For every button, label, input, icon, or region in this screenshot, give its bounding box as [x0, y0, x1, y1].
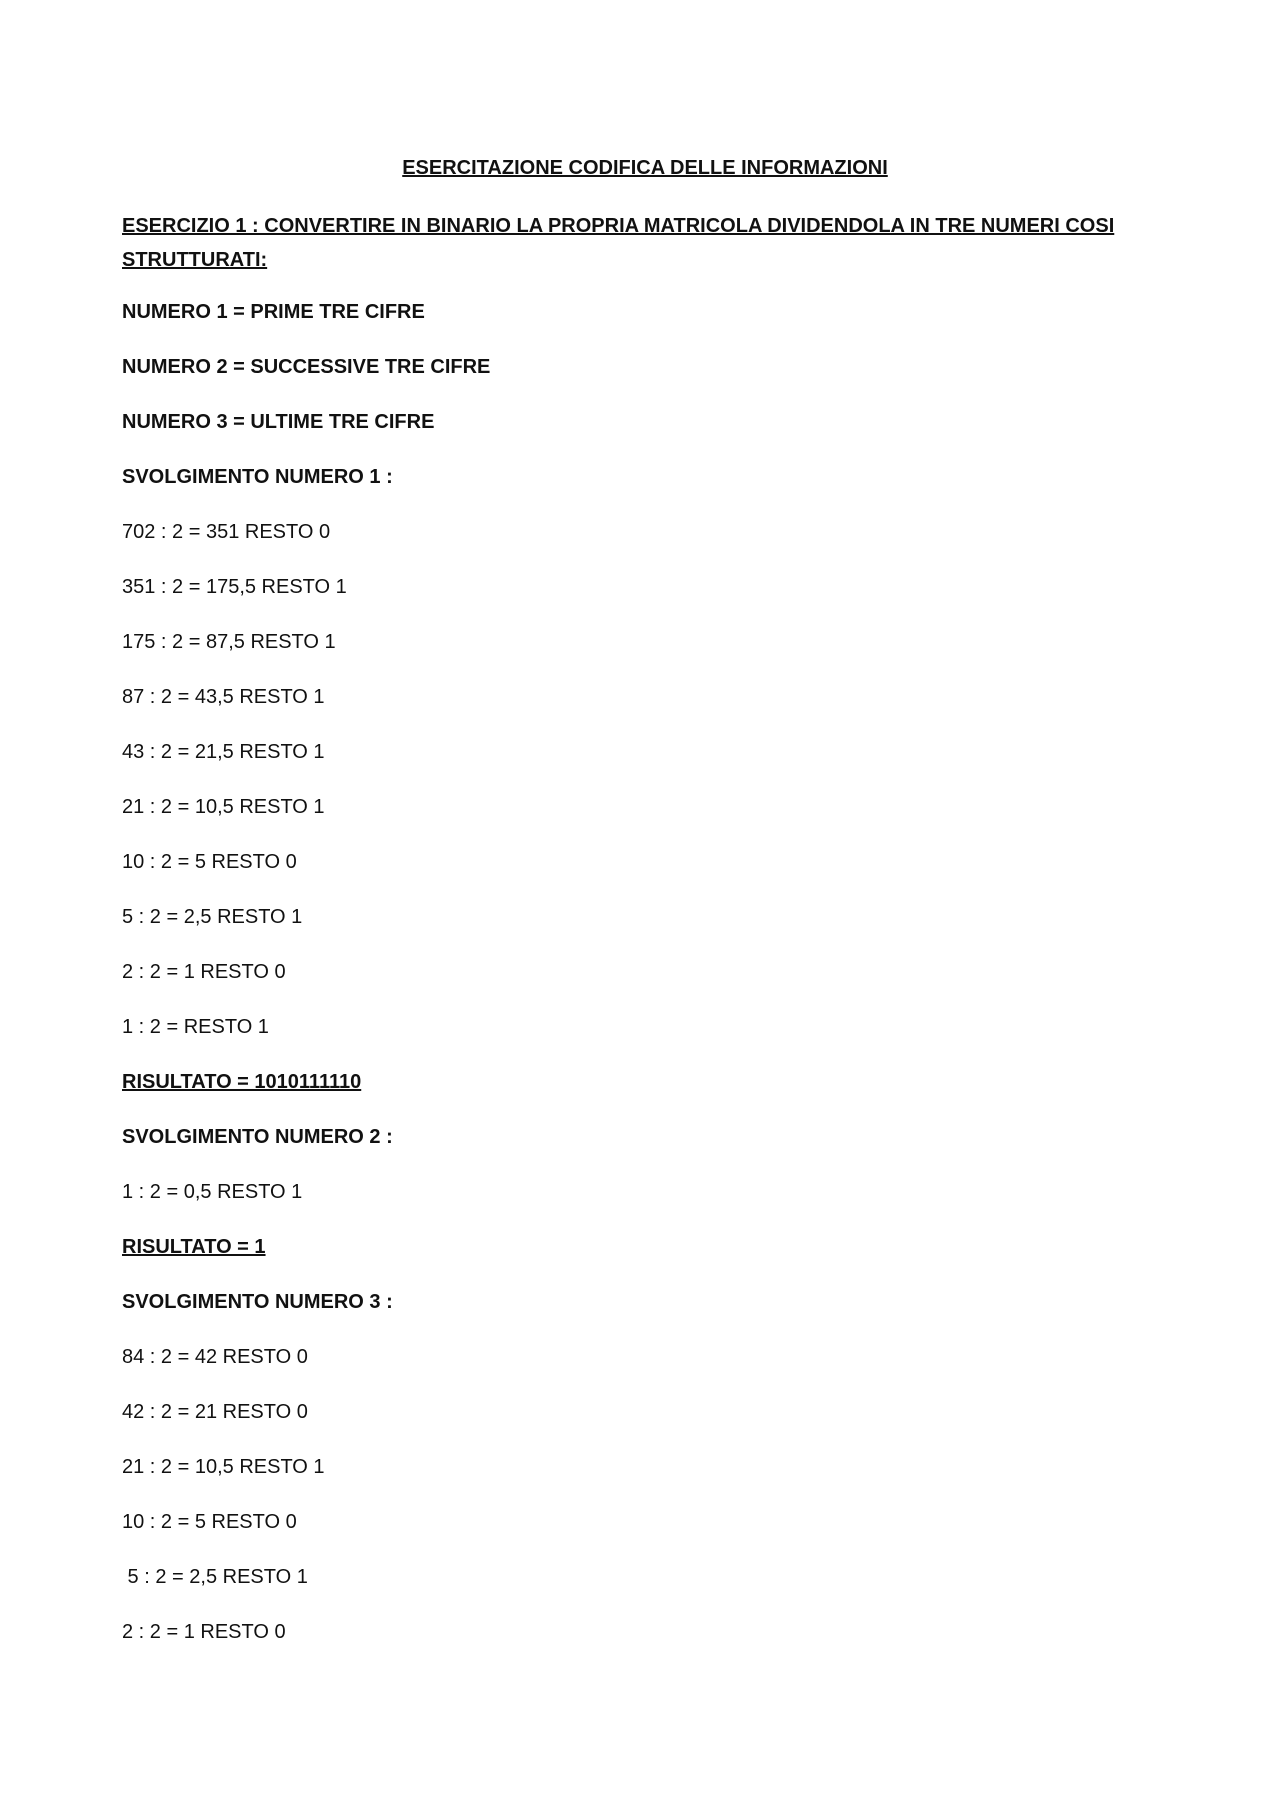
numero-1-definition: NUMERO 1 = PRIME TRE CIFRE [122, 301, 425, 323]
division-step: 5 : 2 = 2,5 RESTO 1 [122, 1566, 308, 1588]
division-step: 21 : 2 = 10,5 RESTO 1 [122, 796, 325, 818]
division-step: 10 : 2 = 5 RESTO 0 [122, 1511, 297, 1533]
exercise-heading: ESERCIZIO 1 : CONVERTIRE IN BINARIO LA PROPRIA MATRICOLA DIVIDENDOLA IN TRE NUMERI COSI STRUTTURATI: [122, 215, 1115, 271]
document-title [0, 154, 1280, 182]
division-step: 43 : 2 = 21,5 RESTO 1 [122, 741, 325, 763]
division-step: 10 : 2 = 5 RESTO 0 [122, 851, 297, 873]
division-step: 1 : 2 = 0,5 RESTO 1 [122, 1181, 303, 1203]
document-title-text: ESERCITAZIONE CODIFICA DELLE INFORMAZIONI [402, 157, 888, 179]
section-heading-numero-2: SVOLGIMENTO NUMERO 2 : [122, 1126, 393, 1148]
division-step: 2 : 2 = 1 RESTO 0 [122, 1621, 286, 1643]
division-step: 84 : 2 = 42 RESTO 0 [122, 1346, 308, 1368]
division-step: 1 : 2 = RESTO 1 [122, 1016, 269, 1038]
division-step: 175 : 2 = 87,5 RESTO 1 [122, 631, 336, 653]
division-step: 351 : 2 = 175,5 RESTO 1 [122, 576, 347, 598]
division-step: 702 : 2 = 351 RESTO 0 [122, 521, 331, 543]
division-step: 42 : 2 = 21 RESTO 0 [122, 1401, 308, 1423]
numero-2-definition: NUMERO 2 = SUCCESSIVE TRE CIFRE [122, 356, 491, 378]
result-numero-1: RISULTATO = 1010111110 [122, 1071, 362, 1093]
result-numero-2: RISULTATO = 1 [122, 1236, 266, 1258]
numero-3-definition: NUMERO 3 = ULTIME TRE CIFRE [122, 411, 435, 433]
division-step: 5 : 2 = 2,5 RESTO 1 [122, 906, 303, 928]
division-step: 87 : 2 = 43,5 RESTO 1 [122, 686, 325, 708]
section-heading-numero-1: SVOLGIMENTO NUMERO 1 : [122, 466, 393, 488]
section-heading-numero-3: SVOLGIMENTO NUMERO 3 : [122, 1291, 393, 1313]
division-step: 21 : 2 = 10,5 RESTO 1 [122, 1456, 325, 1478]
division-step: 2 : 2 = 1 RESTO 0 [122, 961, 286, 983]
